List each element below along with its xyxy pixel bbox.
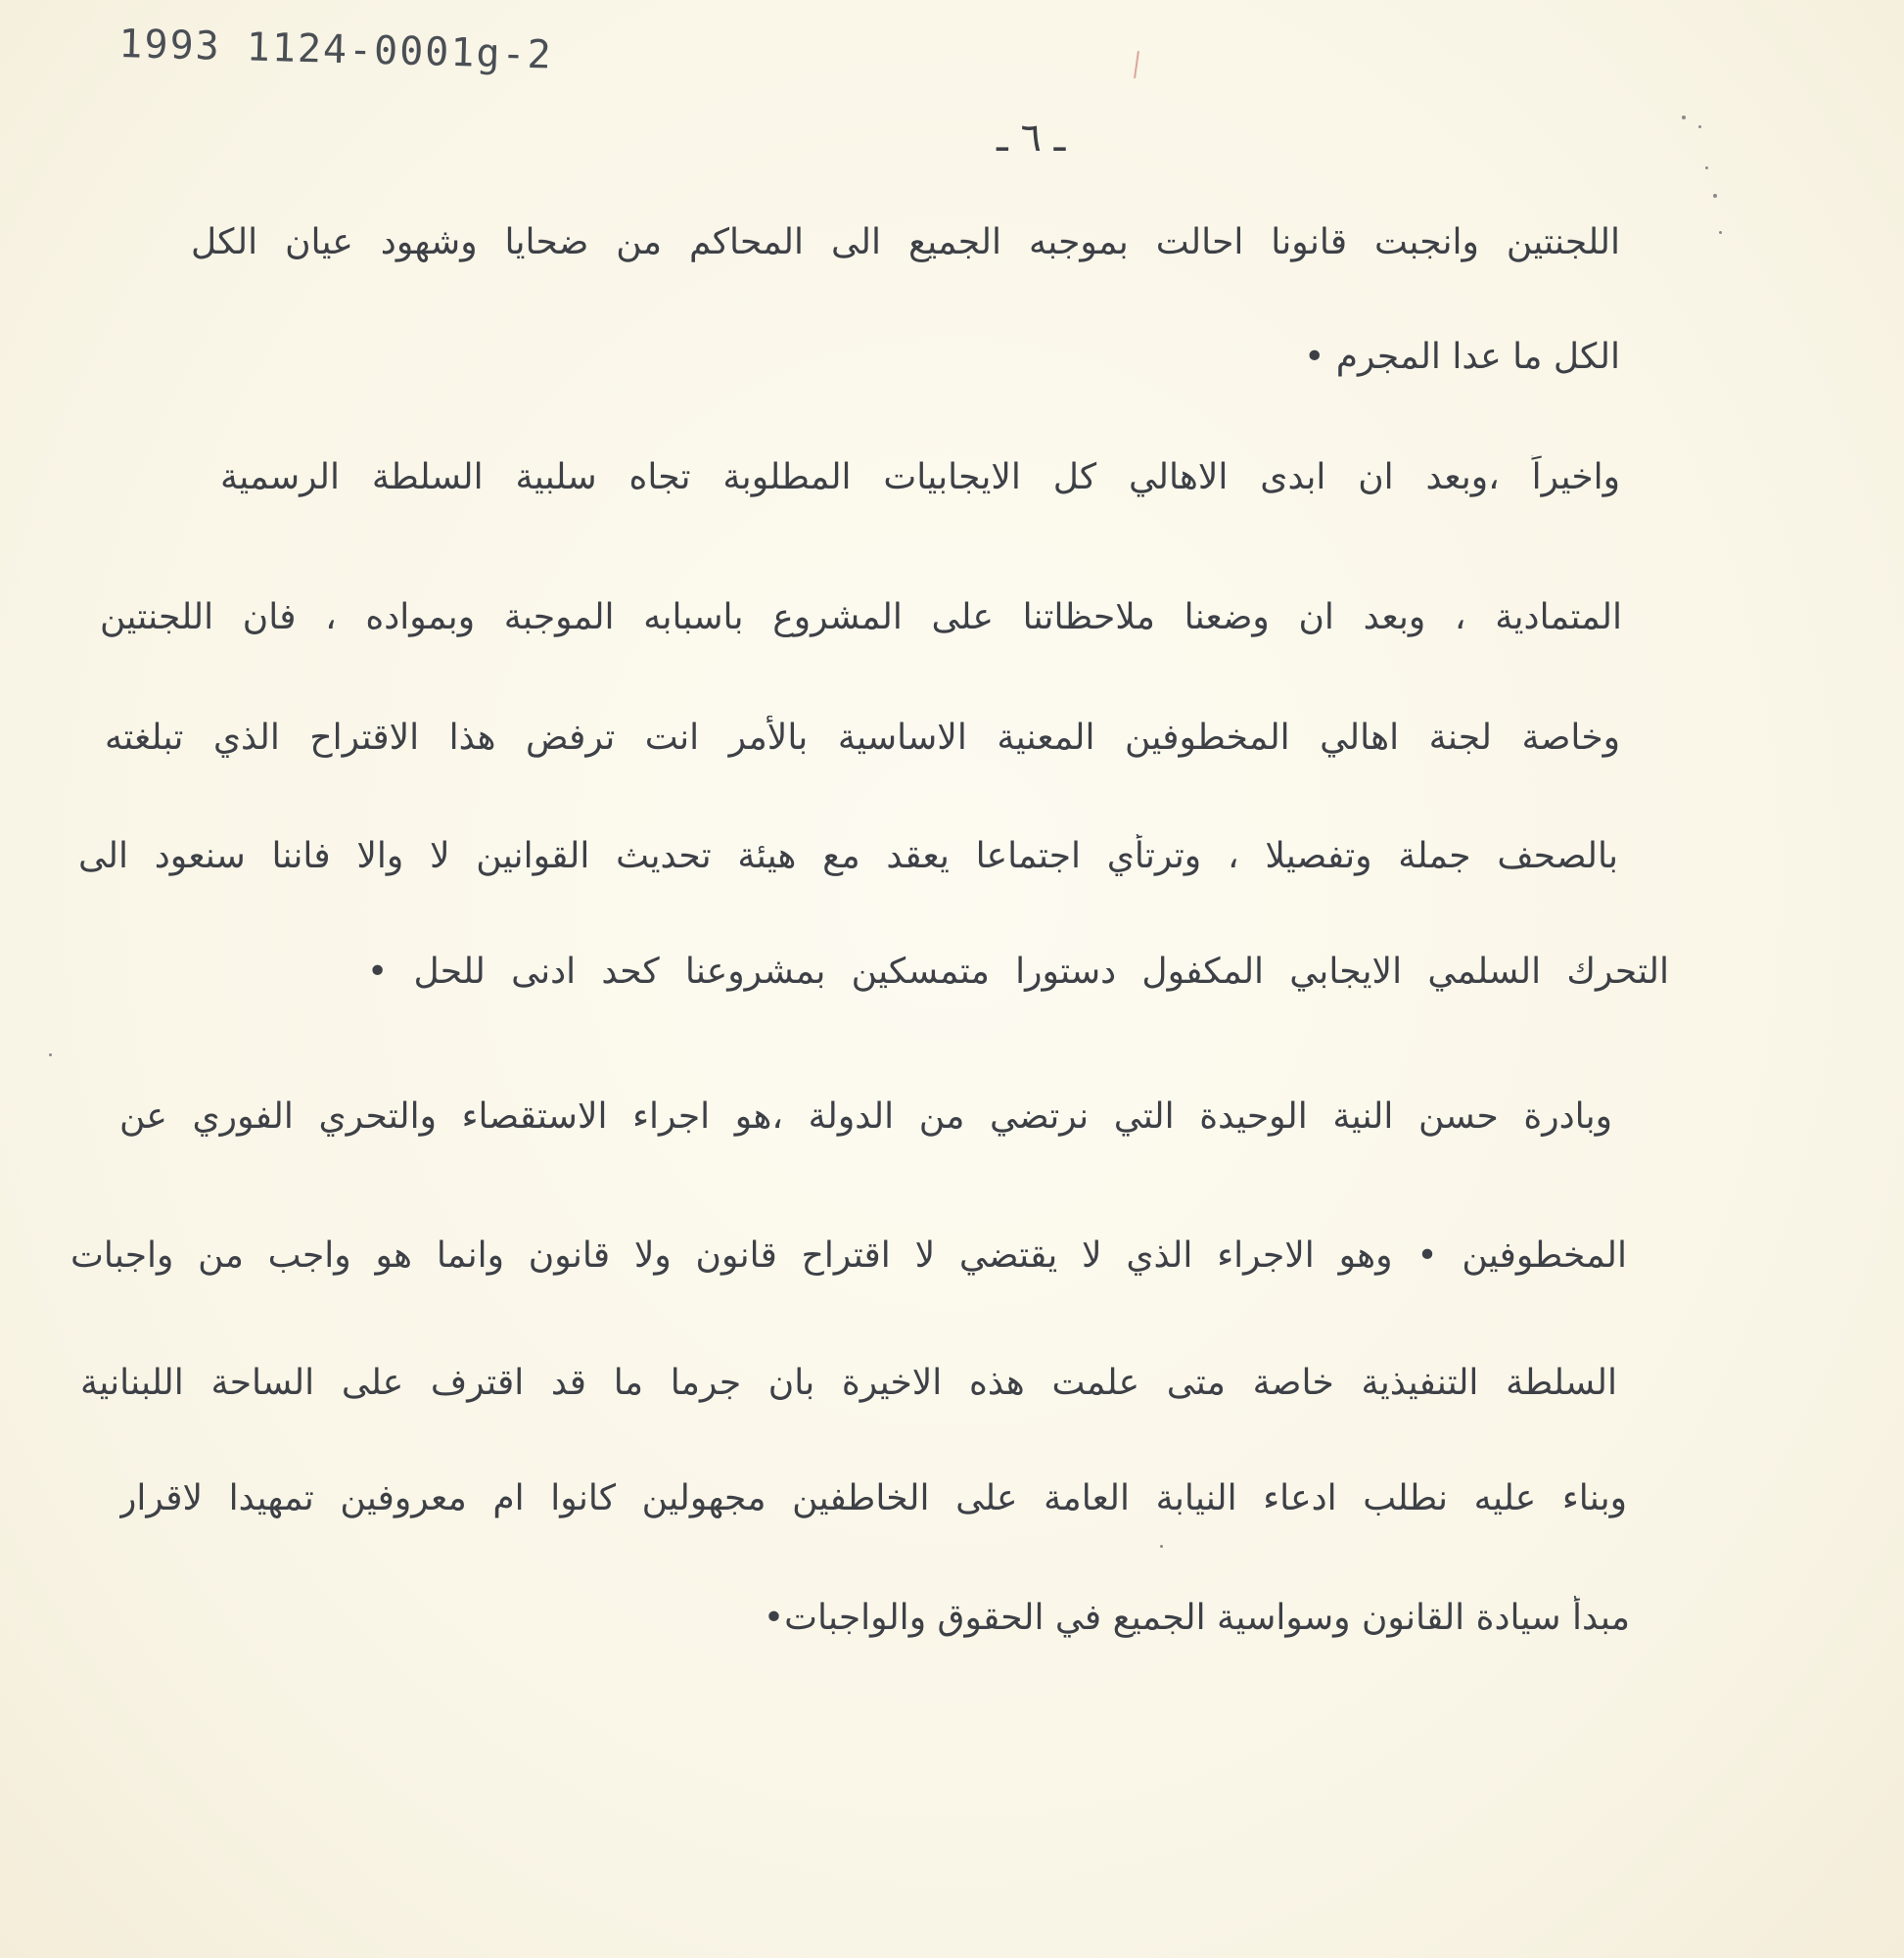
text-line: المتمادية ، وبعد ان وضعنا ملاحظاتنا على المشروع باسبابه الموجبة وبمواده ، فان اللجنتين (100, 597, 1622, 637)
text-line: واخيراً ،وبعد ان ابدى الاهالي كل الايجابيات المطلوبة تجاه سلبية السلطة الرسمية (220, 457, 1620, 497)
text-line: الكل ما عدا المجرم • (1304, 337, 1620, 377)
paper-speck (1719, 231, 1722, 234)
text-line: المخطوفين • وهو الاجراء الذي لا يقتضي لا اقتراح قانون ولا قانون وانما هو واجب من واجبات (70, 1235, 1627, 1276)
paper-speck (49, 1053, 52, 1056)
paper-speck (1713, 194, 1717, 198)
page-number: ـ ٦ ـ (997, 116, 1066, 161)
paper-speck (1705, 166, 1708, 169)
text-line: وبناء عليه نطلب ادعاء النيابة العامة على الخاطفين مجهولين كانوا ام معروفين تمهيدا لاقرار (119, 1478, 1627, 1518)
text-line: التحرك السلمي الايجابي المكفول دستورا متمسكين بمشروعنا كحد ادنى للحل • (367, 952, 1669, 992)
reference-number: 1993 1124-0001g-2 (117, 22, 554, 78)
paper-speck (1160, 1545, 1163, 1548)
text-line: مبدأ سيادة القانون وسواسية الجميع في الحقوق والواجبات• (763, 1598, 1630, 1638)
text-line: وخاصة لجنة اهالي المخطوفين المعنية الاساسية بالأمر انت ترفض هذا الاقتراح الذي تبلغته (105, 718, 1620, 758)
paper-speck (1698, 125, 1701, 128)
text-line: وبادرة حسن النية الوحيدة التي نرتضي من الدولة ،هو اجراء الاستقصاء والتحري الفوري عن (119, 1096, 1612, 1137)
text-line: السلطة التنفيذية خاصة متى علمت هذه الاخيرة بان جرما ما قد اقترف على الساحة اللبنانية (80, 1363, 1617, 1403)
paper-speck (1682, 116, 1686, 119)
text-line: اللجنتين وانجبت قانونا احالت بموجبه الجميع الى المحاكم من ضحايا وشهود عيان الكل (191, 222, 1620, 262)
text-line: بالصحف جملة وتفصيلا ، وترتأي اجتماعا يعقد مع هيئة تحديث القوانين لا والا فاننا سنعود الى (78, 836, 1618, 876)
